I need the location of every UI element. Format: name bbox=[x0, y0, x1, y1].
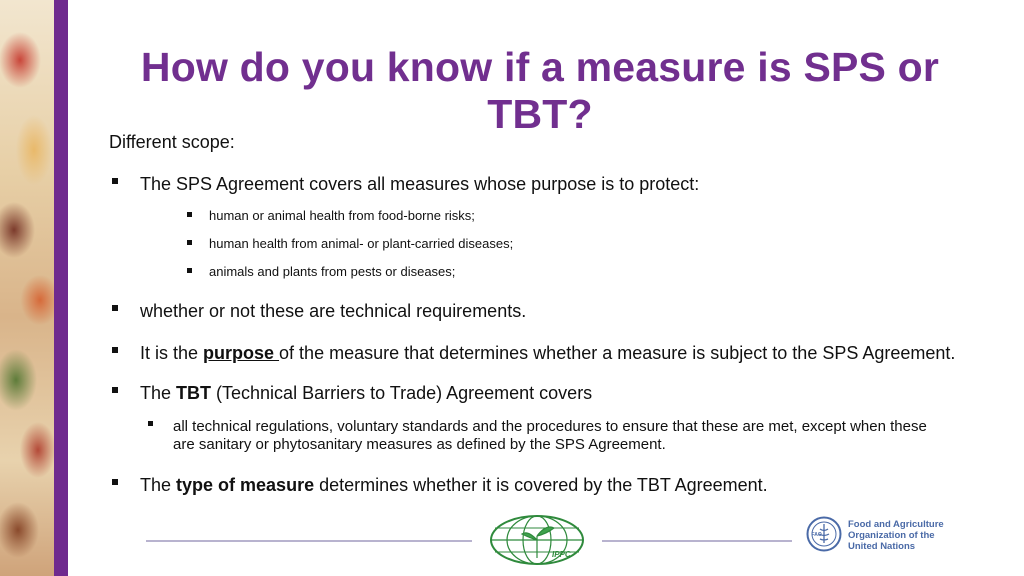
bullet-purpose: It is the purpose of the measure that determines whether a measure is subject to the SPS Agreement. bbox=[140, 343, 956, 363]
bullet-tbt-covers: The TBT (Technical Barriers to Trade) Agreement covers bbox=[140, 383, 593, 403]
tbt-emphasis: TBT bbox=[176, 383, 212, 403]
sub-bullet-marker bbox=[148, 421, 153, 426]
bullet-marker bbox=[112, 305, 118, 311]
bullet-marker bbox=[112, 479, 118, 485]
decorative-illustration bbox=[0, 0, 54, 576]
footer-divider-left bbox=[146, 540, 472, 542]
fao-letters: FAO bbox=[811, 532, 822, 538]
bullet-marker bbox=[112, 387, 118, 393]
ippc-logo bbox=[488, 514, 586, 566]
bullet-marker bbox=[112, 178, 118, 184]
slide-title: How do you know if a measure is SPS or TBT? bbox=[140, 44, 940, 137]
ippc-label: IPPC bbox=[552, 550, 571, 559]
sub-bullet-pests: animals and plants from pests or diseases; bbox=[209, 264, 456, 279]
sub-bullet-technical-regulations-line1: all technical regulations, voluntary standards and the procedures to ensure that these are met, except when these bbox=[173, 418, 927, 435]
intro-text: Different scope: bbox=[109, 132, 235, 152]
footer-divider-right bbox=[602, 540, 792, 542]
sub-bullet-carried-diseases: human health from animal- or plant-carried diseases; bbox=[209, 236, 514, 251]
sub-bullet-food-borne: human or animal health from food-borne risks; bbox=[209, 208, 475, 223]
sub-bullet-marker bbox=[187, 268, 192, 273]
bullet-marker bbox=[112, 347, 118, 353]
fao-name: Food and Agriculture Organization of the United Nations bbox=[848, 519, 944, 552]
type-of-measure-emphasis: type of measure bbox=[176, 475, 315, 495]
bullet-type-of-measure: The type of measure determines whether it is covered by the TBT Agreement. bbox=[140, 475, 768, 495]
purple-stripe bbox=[54, 0, 68, 576]
bullet-technical-requirements: whether or not these are technical requirements. bbox=[140, 301, 527, 321]
sub-bullet-marker bbox=[187, 212, 192, 217]
fao-emblem-icon bbox=[806, 516, 842, 552]
bullet-sps-scope: The SPS Agreement covers all measures whose purpose is to protect: bbox=[140, 174, 700, 194]
purpose-emphasis: purpose bbox=[203, 343, 280, 363]
sub-bullet-technical-regulations-line2: are sanitary or phytosanitary measures as defined by the SPS Agreement. bbox=[173, 436, 666, 453]
sub-bullet-marker bbox=[187, 240, 192, 245]
